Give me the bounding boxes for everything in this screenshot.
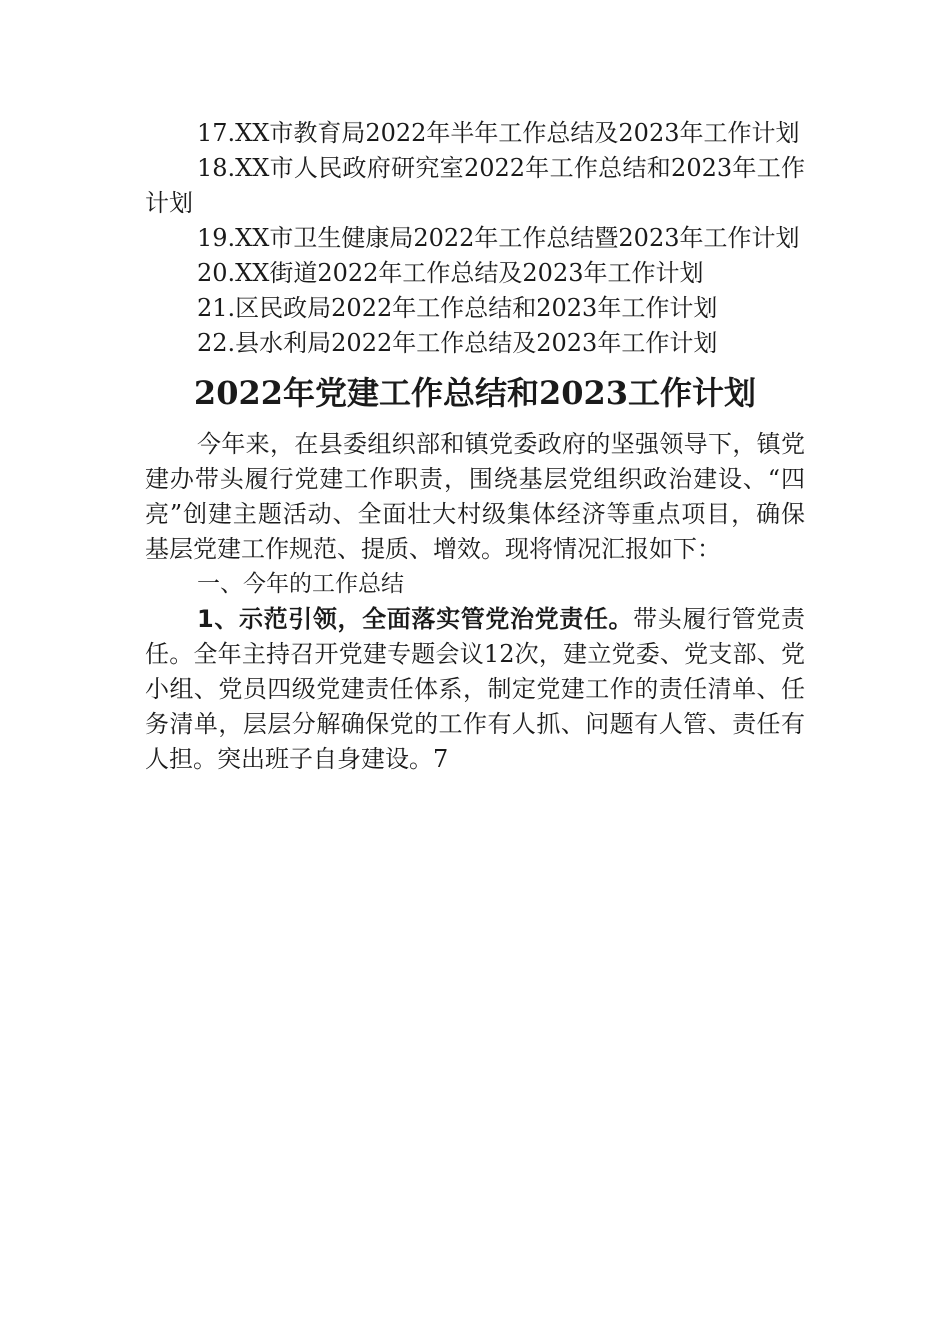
toc-item-22: 22.县水利局2022年工作总结及2023年工作计划: [197, 329, 718, 357]
toc-list: [145, 116, 805, 361]
toc-item-18: 18.XX市人民政府研究室2022年工作总结和2023年工作计划: [145, 154, 805, 217]
toc-item-20: 20.XX街道2022年工作总结及2023年工作计划: [197, 259, 704, 287]
toc-item-21: 21.区民政局2022年工作总结和2023年工作计划: [197, 294, 718, 322]
item-1-paragraph: [145, 602, 805, 777]
document-page: [145, 116, 805, 777]
toc-item-17: 17.XX市教育局2022年半年工作总结及2023年工作计划: [197, 119, 800, 147]
intro-paragraph: 今年来，在县委组织部和镇党委政府的坚强领导下，镇党建办带头履行党建工作职责，围绕基层党组织政治建设、“四亮”创建主题活动、全面壮大村级集体经济等重点项目，确保基层党建工作规范、提质、增效。现将情况汇报如下：: [145, 430, 805, 563]
item-1-body: 带头履行管党责任。全年主持召开党建专题会议12次，建立党委、党支部、党小组、党员四级党建责任体系，制定党建工作的责任清单、任务清单，层层分解确保党的工作有人抓、问题有人管、责任有人担。突出班子自身建设。7: [145, 605, 805, 773]
toc-item-19: 19.XX市卫生健康局2022年工作总结暨2023年工作计划: [197, 224, 800, 252]
document-title: 2022年党建工作总结和2023工作计划: [193, 374, 757, 412]
item-1-lead: 1、示范引领，全面落实管党治党责任。: [197, 605, 634, 633]
section-heading: 一、今年的工作总结: [197, 571, 404, 597]
